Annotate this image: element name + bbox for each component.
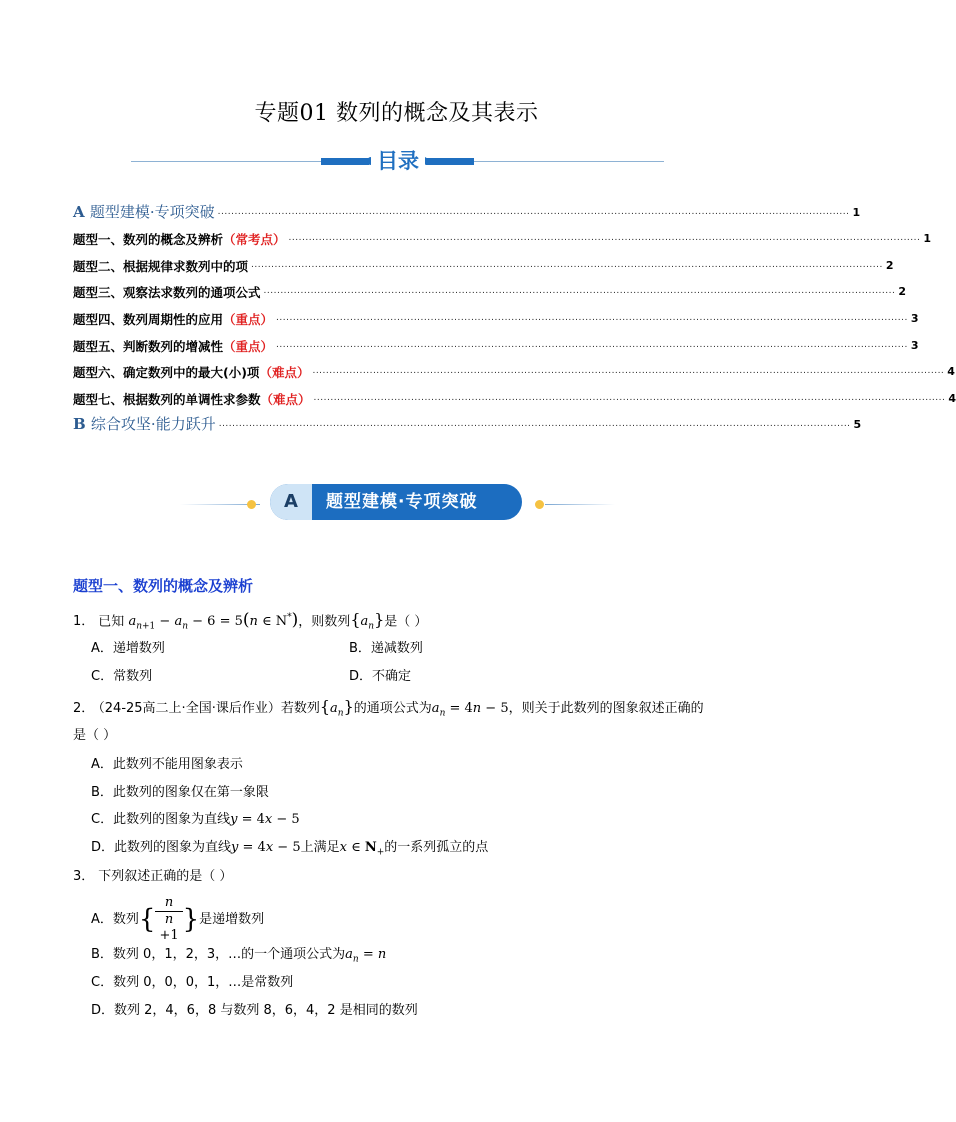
toc-entry-label: 题型七、根据数列的单调性求参数	[73, 391, 261, 407]
q2-option-a[interactable]: A．此数列不能用图象表示	[91, 757, 243, 772]
q1-option-c[interactable]: C．常数列	[91, 669, 153, 684]
section-a-banner	[180, 482, 615, 522]
question-text: ，则数列	[298, 614, 351, 630]
toc-page-number: 3	[910, 338, 919, 352]
q1-option-a[interactable]: A．递增数列	[91, 641, 165, 656]
section-pill	[270, 484, 522, 520]
toc-entry-label: 题型一、数列的概念及辨析	[73, 232, 224, 248]
q3-option-c[interactable]: C．数列 0，0，0，1，…是常数列	[91, 975, 294, 990]
formula: $a_{n+1} - a_n - 6 = 5(n$ ∈ N*)	[128, 610, 299, 632]
toc-leader-dots: ............................................................................................................................................................................................	[218, 419, 851, 430]
toc-entry-label: 综合攻坚·能力跃升	[90, 415, 216, 434]
toc-entry-tag: （重点）	[223, 338, 274, 354]
q2-option-d[interactable]	[91, 838, 488, 863]
q3-option-d[interactable]: D．数列 2，4，6，8 与数列 8，6，4，2 是相同的数列	[91, 1003, 418, 1018]
toc-heading: 目录	[371, 145, 425, 175]
toc-leader-dots: ............................................................................................................................................................................................	[312, 366, 945, 377]
formula: $a_n = n$	[345, 947, 387, 965]
toc-leader-dots: ............................................................................................................................................................................................	[276, 339, 908, 350]
toc-bar-left	[321, 158, 369, 165]
question-text: 若数列	[280, 701, 320, 716]
formula: y = 4x − 5	[230, 812, 300, 827]
q3-option-b[interactable]	[91, 945, 386, 970]
toc-entry-label: 题型五、判断数列的增减性	[73, 338, 224, 354]
toc-entry-prefix: A	[73, 202, 85, 221]
toc-entry-label: 题型四、数列周期性的应用	[73, 311, 224, 327]
option-text: 的一系列孤立的点	[384, 840, 489, 855]
toc-entry-tag: （难点）	[259, 365, 310, 381]
formula: y = 4x − 5	[231, 840, 301, 855]
formula: x ∈ $N_+$	[339, 840, 385, 858]
formula: $\{a_n\}$	[350, 610, 385, 632]
question-text: 已知	[98, 614, 125, 630]
toc-leader-dots: ............................................................................................................................................................................................	[276, 312, 908, 323]
table-of-contents	[73, 195, 956, 434]
toc-entry-b[interactable]	[73, 408, 862, 435]
toc-page-number: 1	[852, 205, 861, 219]
toc-entry-label: 题型六、确定数列中的最大(小)项	[73, 365, 260, 381]
banner-line-right	[545, 504, 615, 505]
option-text: A．数列	[91, 912, 139, 927]
question-2-line2: 是（ ）	[73, 728, 117, 743]
toc-banner	[131, 143, 664, 179]
toc-page-number: 4	[947, 365, 955, 379]
formula: $\{a_n\}$	[319, 697, 354, 719]
toc-entry-topic3[interactable]	[73, 275, 907, 302]
option-text: D．此数列的图象为直线	[91, 840, 232, 855]
question-2	[73, 697, 704, 724]
toc-entry-prefix: B	[73, 415, 86, 434]
question-1	[73, 608, 427, 637]
question-number: 3．	[73, 869, 95, 884]
question-number: 1．	[73, 614, 95, 630]
toc-entry-topic4[interactable]	[73, 301, 919, 328]
question-number: 2．	[73, 701, 95, 716]
banner-dot-right	[535, 500, 544, 509]
toc-page-number: 2	[885, 258, 894, 272]
toc-leader-dots: ............................................................................................................................................................................................	[288, 233, 921, 244]
toc-entry-tag: （难点）	[260, 391, 311, 407]
toc-page-number: 3	[910, 311, 919, 325]
formula-brace-right: }	[182, 904, 200, 935]
q2-option-b[interactable]: B．此数列的图象仅在第一象限	[91, 785, 269, 800]
option-text: C．此数列的图象为直线	[91, 812, 231, 827]
option-text: 上满足	[300, 840, 340, 855]
question-text: 是（ ）	[384, 614, 428, 630]
toc-entry-label: 题型建模·专项突破	[89, 202, 215, 221]
formula-fraction: n n +1	[155, 895, 182, 944]
toc-entry-topic6[interactable]	[73, 355, 955, 382]
question-text: 下列叙述正确的是（ ）	[98, 869, 233, 884]
toc-entry-tag: （重点）	[223, 311, 274, 327]
toc-entry-label: 题型三、观察法求数列的通项公式	[73, 285, 261, 301]
toc-entry-a[interactable]	[73, 195, 861, 222]
toc-bar-right	[426, 158, 474, 165]
toc-page-number: 1	[923, 232, 932, 246]
formula-brace-left: {	[138, 904, 156, 935]
toc-page-number: 2	[898, 285, 907, 299]
toc-entry-topic5[interactable]	[73, 328, 919, 355]
section-title: 题型建模·专项突破	[326, 492, 478, 512]
toc-entry-topic1[interactable]	[73, 222, 932, 249]
toc-page-number: 4	[948, 391, 956, 405]
toc-entry-topic7[interactable]	[73, 381, 956, 408]
question-source: （24-25高二上·全国·课后作业）	[98, 701, 281, 716]
toc-page-number: 5	[853, 418, 862, 432]
question-text: 的通项公式为	[353, 701, 432, 716]
section-letter: A	[270, 484, 312, 520]
formula: $a_n = 4n - 5$	[431, 701, 509, 719]
option-text: B．数列 0，1，2，3，…的一个通项公式为	[91, 947, 346, 962]
q3-option-a[interactable]	[91, 895, 264, 944]
question-text: ，则关于此数列的图象叙述正确的	[508, 701, 704, 716]
toc-leader-dots: ............................................................................................................................................................................................	[251, 259, 883, 270]
toc-leader-dots: ............................................................................................................................................................................................	[263, 286, 896, 297]
question-3	[73, 867, 232, 887]
toc-entry-topic2[interactable]	[73, 248, 894, 275]
q1-option-b[interactable]: B．递减数列	[349, 641, 423, 656]
toc-leader-dots: ............................................................................................................................................................................................	[217, 206, 850, 217]
toc-leader-dots: ............................................................................................................................................................................................	[313, 392, 946, 403]
topic-heading: 题型一、数列的概念及辨析	[73, 577, 254, 595]
document-title: 专题01 数列的概念及其表示	[254, 101, 539, 126]
q1-option-d[interactable]: D．不确定	[349, 669, 412, 684]
q2-option-c[interactable]	[91, 810, 300, 830]
banner-dot-left	[247, 500, 256, 509]
option-text: 是递增数列	[199, 912, 265, 927]
toc-entry-label: 题型二、根据规律求数列中的项	[73, 258, 249, 274]
toc-entry-tag: （常考点）	[223, 232, 286, 248]
